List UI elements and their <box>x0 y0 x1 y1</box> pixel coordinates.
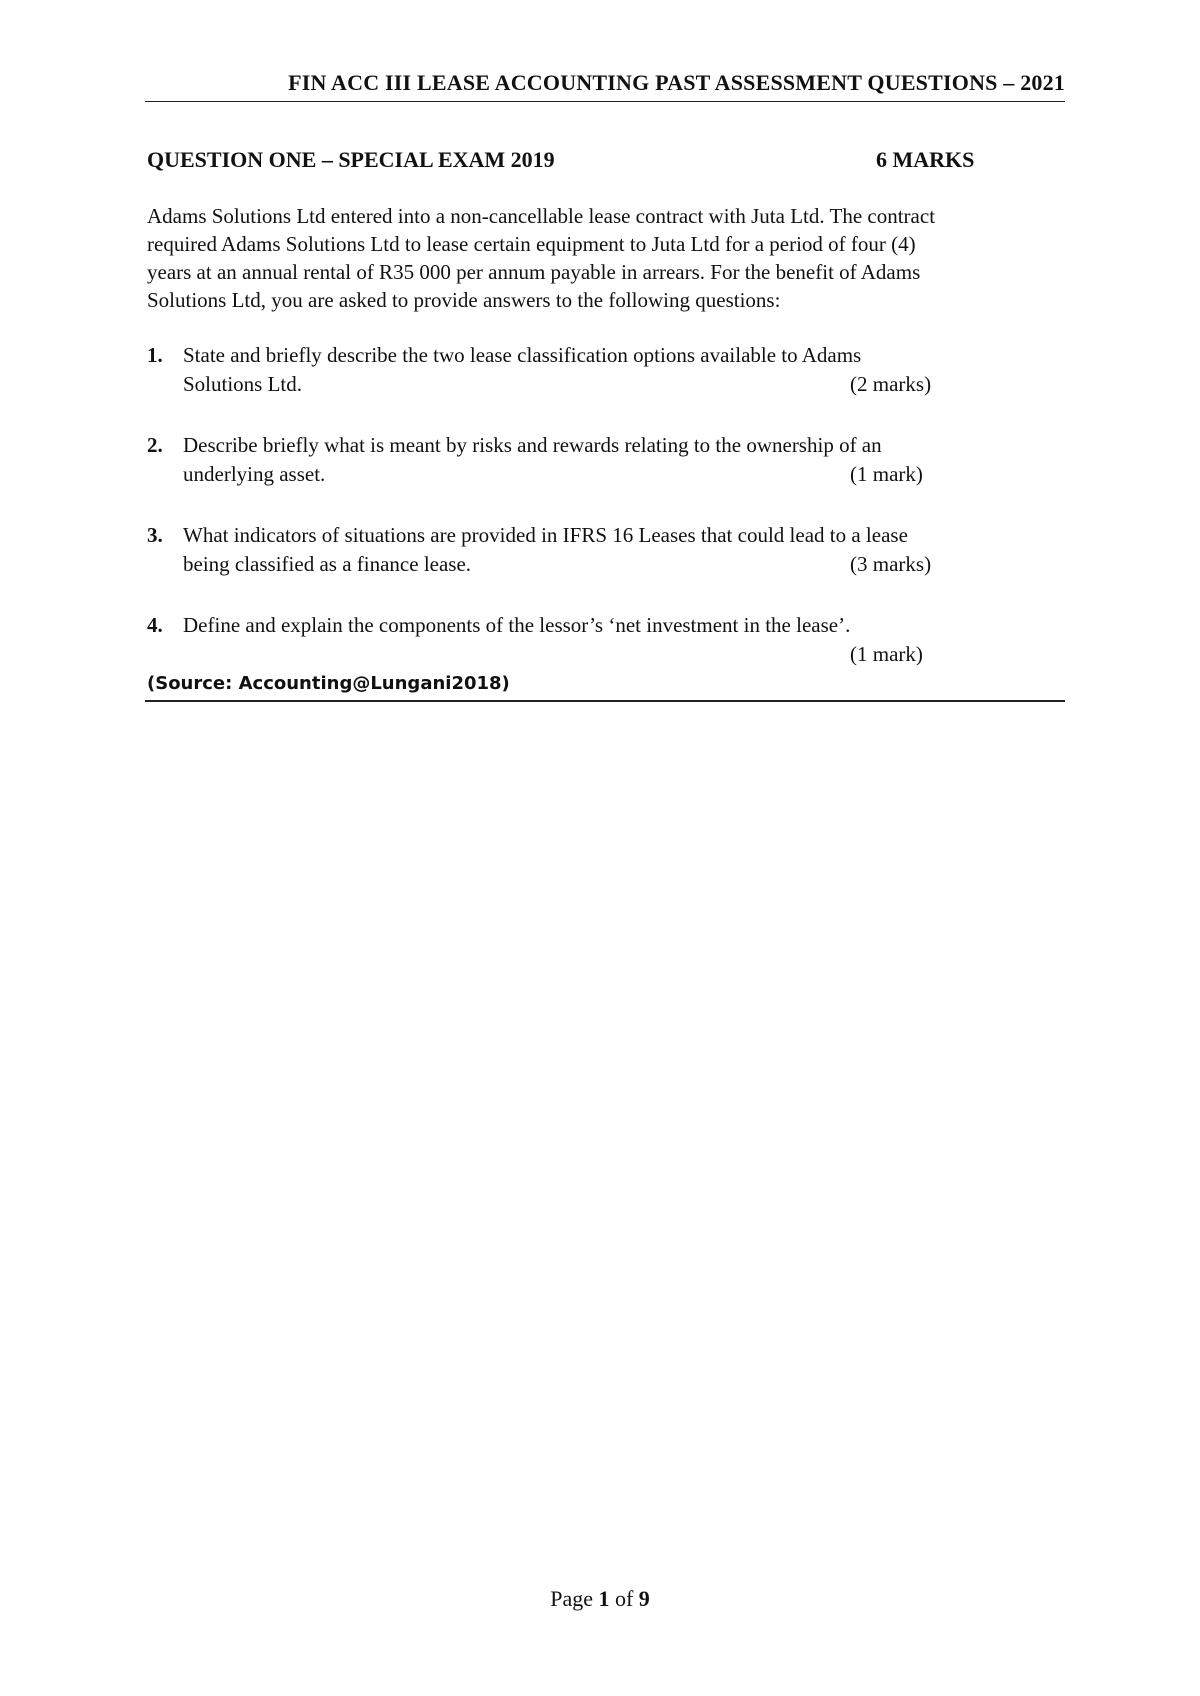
item-text <box>183 341 1047 399</box>
item-line-text <box>183 642 188 666</box>
question-title: QUESTION ONE – SPECIAL EXAM 2019 <box>147 147 555 172</box>
page-label: Page <box>550 1586 593 1611</box>
intro-line: required Adams Solutions Ltd to lease certain equipment to Juta Ltd for a period of four (4) <box>147 232 916 256</box>
page-of-label: of <box>614 1586 634 1611</box>
item-marks: (3 marks) <box>850 552 932 576</box>
question-heading <box>147 147 987 173</box>
question-items-list <box>147 341 1047 701</box>
question-item-3 <box>147 521 1047 579</box>
intro-line: Adams Solutions Ltd entered into a non-cancellable lease contract with Juta Ltd. The contract <box>147 204 936 228</box>
item-marks: (1 mark) <box>850 462 923 486</box>
item-line-text: Solutions Ltd. <box>183 372 303 396</box>
header-divider <box>145 101 1065 102</box>
item-number: 1. <box>147 343 163 367</box>
question-intro <box>147 202 1067 314</box>
item-line: What indicators of situations are provided in IFRS 16 Leases that could lead to a lease <box>183 523 908 547</box>
item-line: Define and explain the components of the lessor’s ‘net investment in the lease’. <box>183 613 851 637</box>
item-text <box>183 431 1047 489</box>
section-end-divider <box>145 700 1065 702</box>
question-total-marks: 6 MARKS <box>876 147 975 172</box>
item-number: 3. <box>147 523 163 547</box>
item-marks: (2 marks) <box>850 372 932 396</box>
intro-line: years at an annual rental of R35 000 per annum payable in arrears. For the benefit of Adams <box>147 260 921 284</box>
item-marks: (1 mark) <box>850 642 923 666</box>
item-number: 4. <box>147 613 163 637</box>
item-line: State and briefly describe the two lease classification options available to Adams <box>183 343 862 367</box>
item-line <box>183 460 1047 489</box>
item-text <box>183 611 1047 669</box>
item-line-text: underlying asset. <box>183 462 326 486</box>
item-line <box>183 370 1047 399</box>
intro-line: Solutions Ltd, you are asked to provide answers to the following questions: <box>147 288 781 312</box>
item-line-text: being classified as a finance lease. <box>183 552 472 576</box>
question-item-1 <box>147 341 1047 399</box>
page-footer <box>0 1586 1200 1612</box>
page-current-number: 1 <box>598 1586 610 1611</box>
question-item-2 <box>147 431 1047 489</box>
item-line: Describe briefly what is meant by risks and rewards relating to the ownership of an <box>183 433 882 457</box>
page-total-number: 9 <box>638 1586 650 1611</box>
page-header-title: FIN ACC III LEASE ACCOUNTING PAST ASSESSMENT QUESTIONS – 2021 <box>288 70 1065 95</box>
source-citation: (Source: Accounting@Lungani2018) <box>147 673 510 694</box>
item-text <box>183 521 1047 579</box>
item-number: 2. <box>147 433 163 457</box>
item-line <box>183 550 1047 579</box>
item-line <box>183 640 1047 669</box>
question-item-4 <box>147 611 1047 669</box>
